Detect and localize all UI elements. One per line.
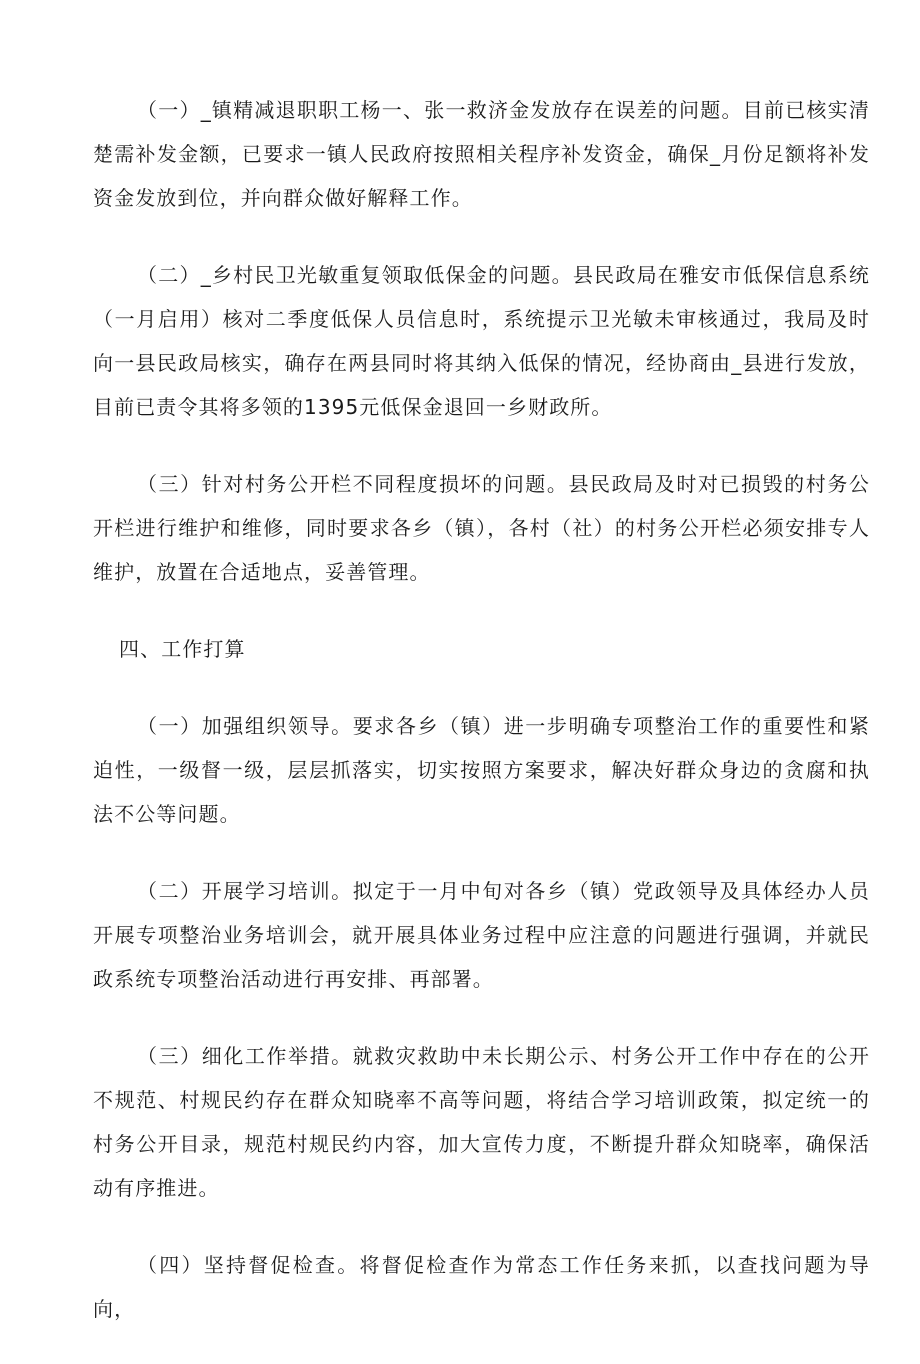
- paragraph-1: （一）_镇精减退职职工杨一、张一救济金发放存在误差的问题。目前已核实清楚需补发金额，已要求一镇人民政府按照相关程序补发资金，确保_月份足额将补发资金发放到位，并向群众做好解释工作。: [93, 98, 870, 210]
- paragraph-3: （三）针对村务公开栏不同程度损坏的问题。县民政局及时对已损毁的村务公开栏进行维护和维修，同时要求各乡（镇），各村（社）的村务公开栏必须安排专人维护，放置在合适地点，妥善管理。: [93, 472, 870, 584]
- section-heading: 四、工作打算: [119, 637, 246, 661]
- paragraph-4: （一）加强组织领导。要求各乡（镇）进一步明确专项整治工作的重要性和紧迫性，一级督一级，层层抓落实，切实按照方案要求，解决好群众身边的贪腐和执法不公等问题。: [93, 714, 870, 826]
- document-body: [93, 88, 870, 1364]
- paragraph-6: （三）细化工作举措。就救灾救助中未长期公示、村务公开工作中存在的公开不规范、村规民约存在群众知晓率不高等问题，将结合学习培训政策，拟定统一的村务公开目录，规范村规民约内容，加大宣传力度，不断提升群众知晓率，确保活动有序推进。: [93, 1044, 870, 1200]
- paragraph-2: （二）_乡村民卫光敏重复领取低保金的问题。县民政局在雅安市低保信息系统（一月启用）核对二季度低保人员信息时，系统提示卫光敏未审核通过，我局及时向一县民政局核实，确存在两县同时将其纳入低保的情况，经协商由_县进行发放，目前已责令其将多领的1395元低保金退回一乡财政所。: [93, 263, 870, 419]
- paragraph-5: （二）开展学习培训。拟定于一月中旬对各乡（镇）党政领导及具体经办人员开展专项整治业务培训会，就开展具体业务过程中应注意的问题进行强调，并就民政系统专项整治活动进行再安排、再部署。: [93, 879, 870, 991]
- paragraph-7: （四）坚持督促检查。将督促检查作为常态工作任务来抓，以查找问题为导向，: [93, 1253, 870, 1321]
